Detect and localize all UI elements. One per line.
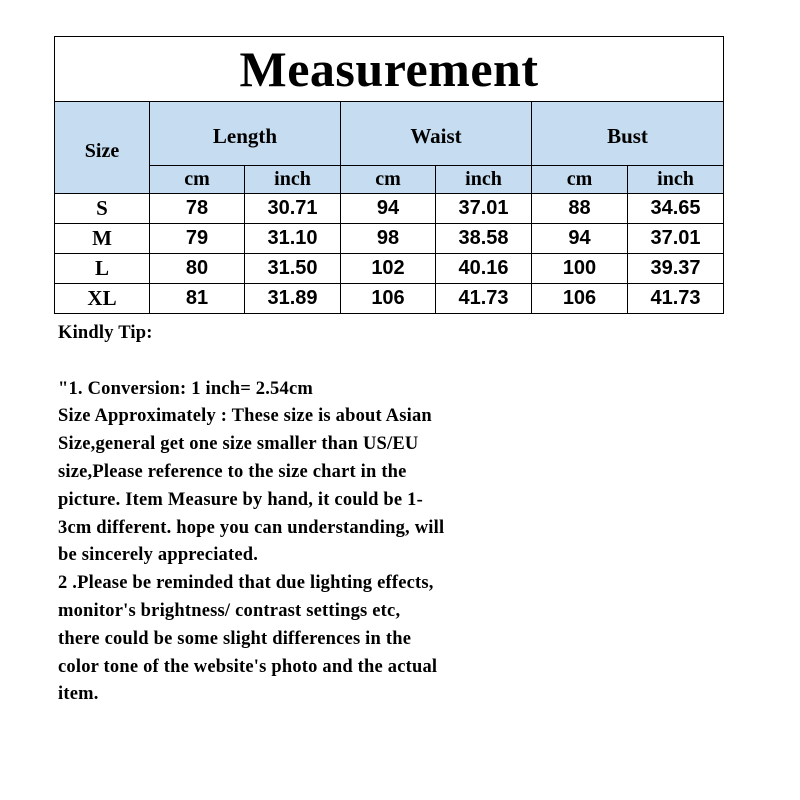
table-cell: 100 [532, 254, 628, 284]
table-cell: 41.73 [436, 284, 532, 314]
table-cell: 106 [341, 284, 436, 314]
table-cell: 88 [532, 194, 628, 224]
table-cell: 31.50 [245, 254, 341, 284]
table-cell: 37.01 [436, 194, 532, 224]
size-label: S [55, 194, 150, 224]
bust-group-header: Bust [532, 102, 724, 166]
table-cell: 31.89 [245, 284, 341, 314]
notes-line: 3cm different. hope you can understanding, will [58, 517, 445, 538]
table-row [55, 254, 724, 284]
table-cell: 39.37 [628, 254, 724, 284]
notes-line: size,Please reference to the size chart in the [58, 461, 407, 482]
notes-title: Kindly Tip: [58, 323, 153, 343]
table-cell: 94 [341, 194, 436, 224]
unit-header: inch [245, 166, 341, 194]
table-cell: 30.71 [245, 194, 341, 224]
table-cell: 31.10 [245, 224, 341, 254]
table-cell: 80 [150, 254, 245, 284]
table-cell: 106 [532, 284, 628, 314]
unit-header: cm [532, 166, 628, 194]
table-cell: 81 [150, 284, 245, 314]
notes-line: Size,general get one size smaller than US/EU [58, 434, 419, 455]
size-column-header: Size [55, 102, 150, 194]
unit-header: inch [436, 166, 532, 194]
notes-line: there could be some slight differences in the [58, 628, 412, 649]
table-row [55, 224, 724, 254]
table-cell: 79 [150, 224, 245, 254]
unit-header: cm [150, 166, 245, 194]
unit-header: cm [341, 166, 436, 194]
table-cell: 34.65 [628, 194, 724, 224]
table-row [55, 194, 724, 224]
notes-line: "1. Conversion: 1 inch= 2.54cm [58, 378, 313, 399]
notes-line: be sincerely appreciated. [58, 545, 259, 566]
size-chart-table [54, 36, 724, 314]
notes-line: monitor's brightness/ contrast settings etc, [58, 600, 401, 621]
table-cell: 38.58 [436, 224, 532, 254]
notes-line: picture. Item Measure by hand, it could be 1- [58, 489, 423, 510]
notes-line: Size Approximately : These size is about Asian [58, 406, 432, 427]
notes-line: item. [58, 684, 99, 705]
table-cell: 94 [532, 224, 628, 254]
kindly-tip-notes [58, 320, 538, 709]
size-label: XL [55, 284, 150, 314]
table-cell: 102 [341, 254, 436, 284]
size-label: L [55, 254, 150, 284]
table-cell: 98 [341, 224, 436, 254]
table-cell: 37.01 [628, 224, 724, 254]
notes-line: color tone of the website's photo and the actual [58, 656, 438, 677]
unit-header: inch [628, 166, 724, 194]
notes-line: 2 .Please be reminded that due lighting effects, [58, 573, 434, 594]
table-cell: 40.16 [436, 254, 532, 284]
table-cell: 41.73 [628, 284, 724, 314]
size-label: M [55, 224, 150, 254]
length-group-header: Length [150, 102, 341, 166]
table-cell: 78 [150, 194, 245, 224]
table-title: Measurement [55, 37, 724, 102]
waist-group-header: Waist [341, 102, 532, 166]
table-row [55, 284, 724, 314]
